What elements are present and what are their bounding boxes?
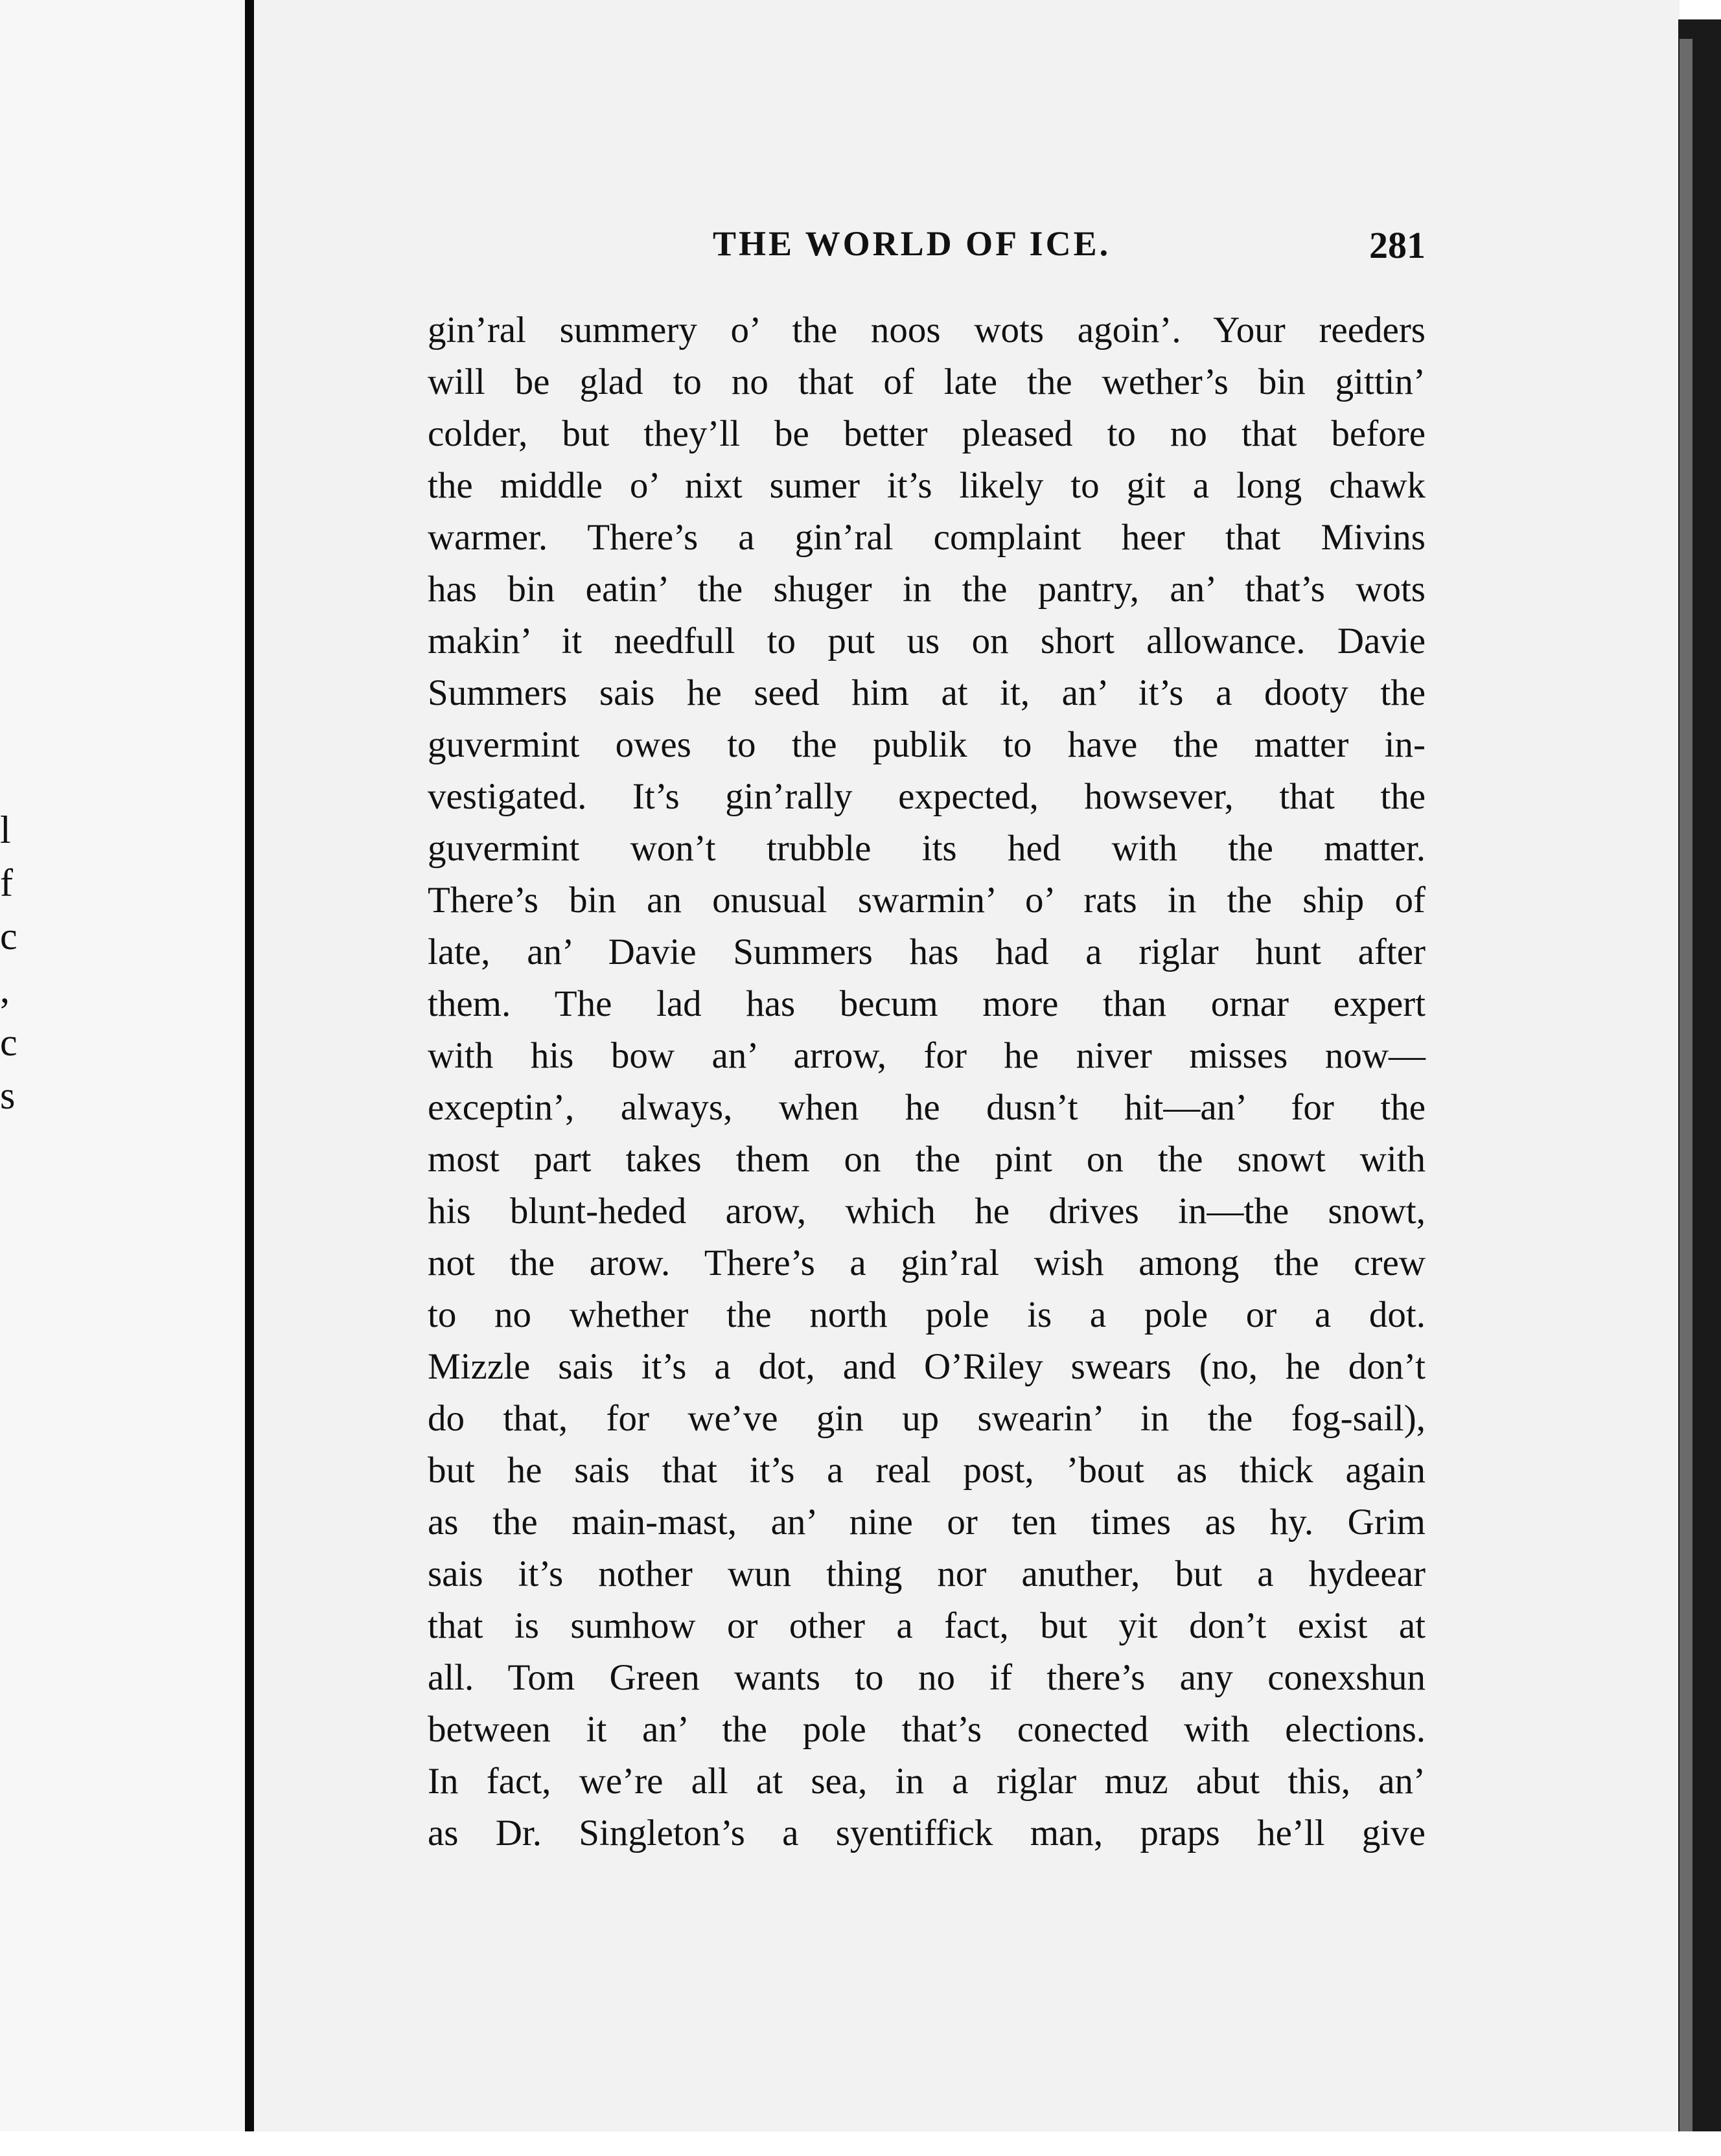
text-line: In fact, we’re all at sea, in a riglar muz abut this, an’ xyxy=(428,1761,1426,1802)
text-line: makin’ it needfull to put us on short allowance. Davie xyxy=(428,621,1426,661)
text-line: guvermint owes to the publik to have the matter in- xyxy=(428,724,1426,765)
text-line: warmer. There’s a gin’ral complaint heer that Mivins xyxy=(428,517,1426,558)
text-line: colder, but they’ll be better pleased to no that before xyxy=(428,413,1426,454)
facing-page-fragment: l xyxy=(0,808,11,851)
text-line: Summers sais he seed him at it, an’ it’s a dooty the xyxy=(428,672,1426,713)
text-line: the middle o’ nixt sumer it’s likely to git a long chawk xyxy=(428,465,1426,506)
text-line: that is sumhow or other a fact, but yit don’t exist at xyxy=(428,1605,1426,1646)
text-line: vestigated. It’s gin’rally expected, howsever, that the xyxy=(428,776,1426,817)
text-line: sais it’s nother wun thing nor anuther, but a hydeear xyxy=(428,1554,1426,1594)
page-edge-stack xyxy=(1680,39,1692,2156)
text-line: between it an’ the pole that’s conected with elections. xyxy=(428,1709,1426,1750)
body-text xyxy=(428,304,1426,1859)
text-line: exceptin’, always, when he dusn’t hit—an’ for the xyxy=(428,1087,1426,1128)
facing-page-text-fragments xyxy=(0,803,26,1122)
text-line: his blunt-heded arow, which he drives in—the snowt, xyxy=(428,1191,1426,1232)
facing-page-fragment: f xyxy=(0,862,13,904)
text-line: late, an’ Davie Summers has had a riglar hunt after xyxy=(428,932,1426,972)
text-line: There’s bin an onusual swarmin’ o’ rats in the ship of xyxy=(428,880,1426,921)
text-line: with his bow an’ arrow, for he niver misses now— xyxy=(428,1035,1426,1076)
bottom-margin-band xyxy=(0,2131,1721,2156)
text-line: most part takes them on the pint on the snowt with xyxy=(428,1139,1426,1180)
running-header-title: THE WORLD OF ICE. xyxy=(713,224,1111,263)
facing-page-fragment: s xyxy=(0,1074,16,1117)
text-line: as the main-mast, an’ nine or ten times as hy. Grim xyxy=(428,1502,1426,1542)
book-gutter xyxy=(245,0,254,2156)
text-line: gin’ral summery o’ the noos wots agoin’. Your reeders xyxy=(428,310,1426,350)
facing-page xyxy=(0,0,246,2156)
text-line: Mizzle sais it’s a dot, and O’Riley swears (no, he don’t xyxy=(428,1346,1426,1387)
facing-page-fragment: c xyxy=(0,915,17,958)
text-line: but he sais that it’s a real post, ’bout as thick again xyxy=(428,1450,1426,1491)
text-line: as Dr. Singleton’s a syentiffick man, praps he’ll give xyxy=(428,1813,1426,1853)
text-line: guvermint won’t trubble its hed with the matter. xyxy=(428,828,1426,869)
text-line: not the arow. There’s a gin’ral wish among the crew xyxy=(428,1243,1426,1283)
text-line: will be glad to no that of late the wether’s bin gittin’ xyxy=(428,361,1426,402)
facing-page-fragment: , xyxy=(0,968,10,1011)
facing-page-fragment: c xyxy=(0,1021,17,1064)
text-line: all. Tom Green wants to no if there’s any conexshun xyxy=(428,1657,1426,1698)
running-header xyxy=(713,224,1426,275)
text-line: do that, for we’ve gin up swearin’ in the fog-sail), xyxy=(428,1398,1426,1439)
text-line: to no whether the north pole is a pole or a dot. xyxy=(428,1294,1426,1335)
text-line: them. The lad has becum more than ornar expert xyxy=(428,983,1426,1024)
page-number: 281 xyxy=(1369,224,1426,266)
text-line: has bin eatin’ the shuger in the pantry, an’ that’s wots xyxy=(428,569,1426,610)
